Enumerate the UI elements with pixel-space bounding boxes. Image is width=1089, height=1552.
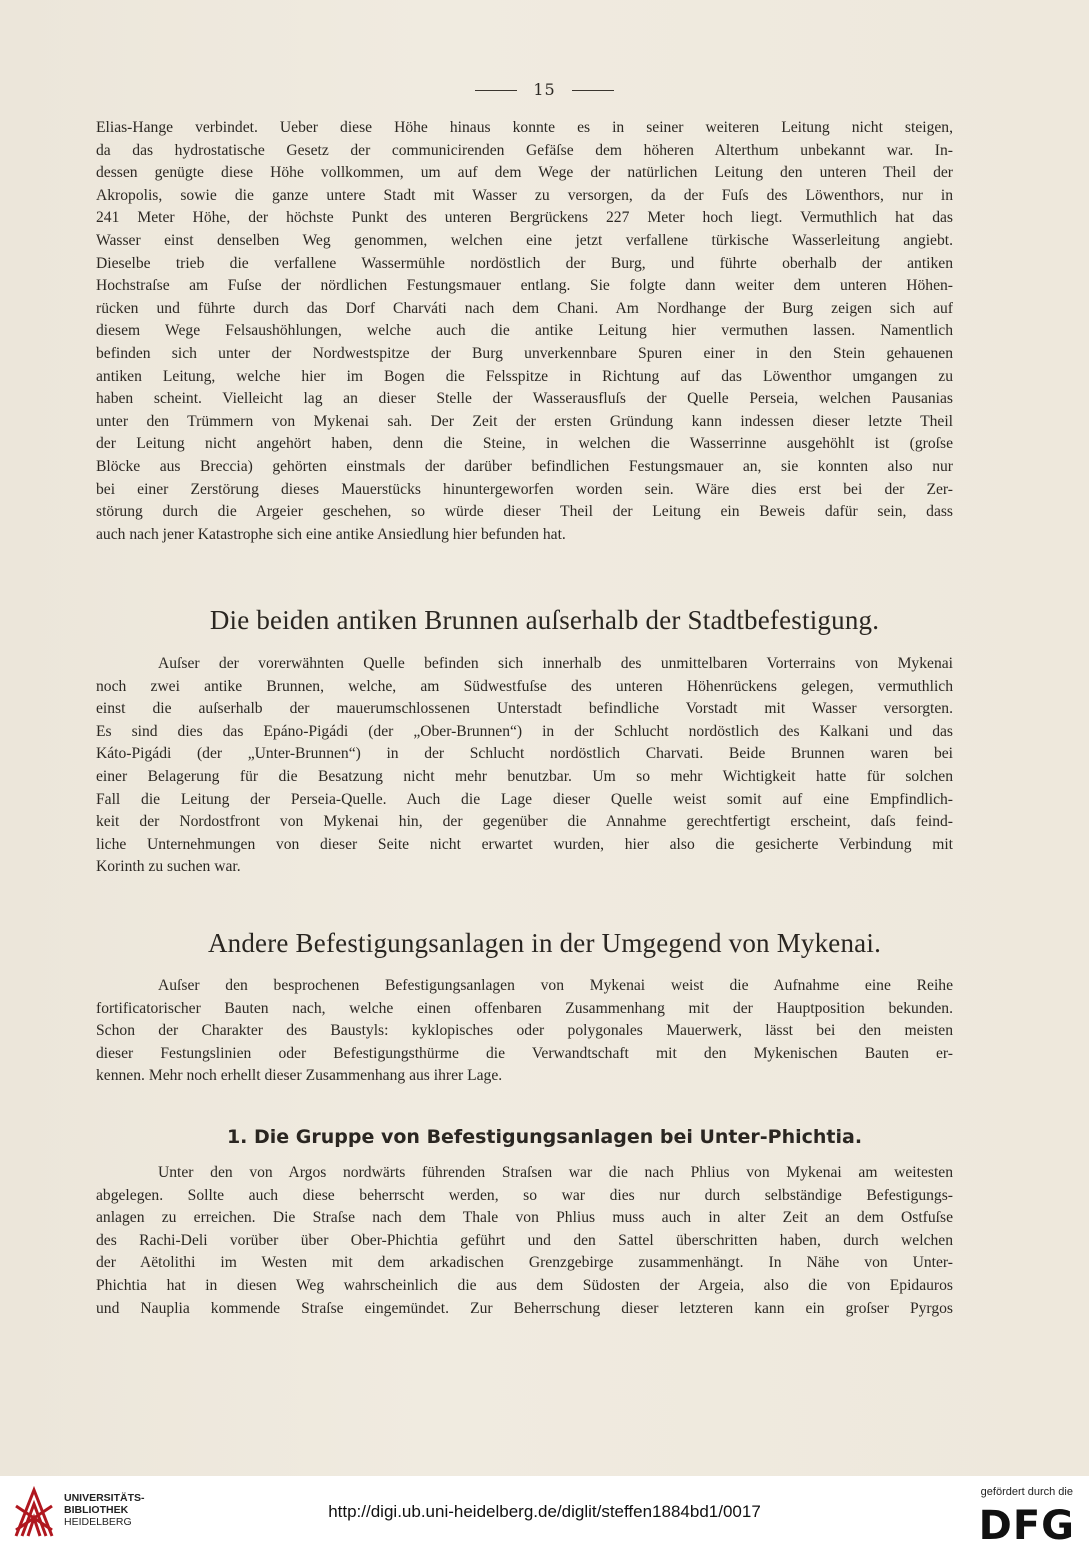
text-line: dieser Festungslinien oder Befestigungsthürme die Verwandtschaft mit den Mykenischen Bauten er- <box>96 1044 953 1062</box>
text-line: einst die auſserhalb der mauerumschlossenen Unterstadt befindliche Vorstadt mit Wasser versorgten. <box>96 700 953 718</box>
page-number <box>0 80 1089 99</box>
text-line: Wasser einst denselben Weg genommen, welchen eine jetzt verfallene türkische Wasserleitung angiebt. <box>96 231 953 249</box>
section-heading-brunnen: Die beiden antiken Brunnen auſserhalb der Stadtbefestigung. <box>209 605 880 635</box>
text-line: diesem Wege Felsaushöhlungen, welche auch die antike Leitung hier vermuthen lassen. Namentlich <box>96 322 953 340</box>
text-line: rücken und führte durch das Dorf Charváti nach dem Chani. Am Nordhange der Burg zeigen sich auf <box>96 299 953 317</box>
text-line: Phichtia hat in diesen Weg wahrscheinlich die aus dem Südosten der Argeia, also die von Epidauros <box>96 1276 953 1294</box>
text-line: 241 Meter Höhe, der höchste Punkt des unteren Bergrückens 227 Meter hoch liegt. Vermuthlich hat das <box>96 209 953 227</box>
library-name-line: HEIDELBERG <box>64 1516 132 1528</box>
text-line: unter den Trümmern von Mykenai sah. Der Zeit der ersten Gründung kann indessen dieser letzte Theil <box>96 412 953 430</box>
text-line: der Leitung nicht angehört haben, denn die Steine, in welchen die Wasserrinne ausgehöhlt ist (groſse <box>96 435 953 453</box>
text-line: Blöcke aus Breccia) gehörten einstmals der darüber befindlichen Festungsmauer an, sie konnten also nur <box>96 457 953 475</box>
text-line: Elias-Hange verbindet. Ueber diese Höhe hinaus konnte es in seiner weiteren Leitung nicht steigen, <box>96 119 953 136</box>
section-heading-befestigungsanlagen: Andere Befestigungsanlagen in der Umgegend von Mykenai. <box>207 928 882 958</box>
text-line: Hochstraſse am Fuſse der nördlichen Festungsmauer entlang. Sie folgte dann weiter dem unteren Höhen- <box>96 277 953 295</box>
text-line: noch zwei antike Brunnen, welche, am Südwestfuſse des unteren Höhenrückens gelegen, vermuthlich <box>96 677 953 695</box>
text-line: Fall die Leitung der Perseia-Quelle. Auch die Lage dieser Quelle weist somit auf eine Empfindlich- <box>96 790 953 808</box>
library-name-line: BIBLIOTHEK <box>64 1504 129 1516</box>
text-line: liche Unternehmungen von dieser Seite nicht erwartet wurden, hier also die gesicherte Verbindung mit <box>96 835 953 853</box>
text-line: Schon der Charakter des Baustyls: kyklopisches oder polygonales Mauerwerk, lässt bei den meisten <box>96 1022 953 1040</box>
text-line: störung durch die Argeier geschehen, so würde dieser Theil der Leitung ein Beweis dafür sein, dass <box>96 503 953 521</box>
text-line: des Rachi-Deli vorüber über Ober-Phichtia geführt und den Sattel überschritten haben, durch welchen <box>96 1231 953 1249</box>
text-line: anlagen zu erreichen. Die Straſse nach dem Thale von Phlius muss auch in alter Zeit an dem Ostfuſse <box>96 1209 953 1227</box>
text-line: Káto-Pigádi (der „Unter-Brunnen“) in der Schlucht nordöstlich Charvati. Beide Brunnen waren bei <box>96 745 953 763</box>
permalink-url[interactable]: http://digi.ub.uni-heidelberg.de/diglit/steffen1884bd1/0017 <box>328 1502 761 1521</box>
text-line: einer Belagerung für die Besatzung nicht mehr benutzbar. Um so mehr Wichtigkeit hatte für solchen <box>96 767 953 785</box>
paragraph-2 <box>96 653 953 879</box>
paragraph-4 <box>96 1162 953 1320</box>
text-line: befinden sich unter der Nordwestspitze der Burg unverkennbare Spuren einer in den Stein gehauenen <box>96 344 953 362</box>
subsection-heading-unter-phichtia: 1. Die Gruppe von Befestigungsanlagen bei Unter-Phichtia. <box>226 1126 863 1148</box>
text-line: Dieselbe trieb die verfallene Wassermühle nordöstlich der Burg, und führte oberhalb der antiken <box>96 254 953 272</box>
text-line: der Aëtolithi im Westen mit dem arkadischen Grenzgebirge zusammenhängt. In Nähe von Unter- <box>96 1254 953 1272</box>
funder-caption: gefördert durch die <box>980 1486 1073 1498</box>
text-line: fortificatorischer Bauten nach, welche einen offenbaren Zusammenhang mit der Hauptposition bekunden. <box>96 999 953 1017</box>
text-line: Auſser der vorerwähnten Quelle befinden sich innerhalb des unmittelbaren Vorterrains von Mykenai <box>158 655 953 672</box>
text-line: haben scheint. Vielleicht lag an dieser Stelle der Wasserausfluſs der Quelle Perseia, welchen Pausanias <box>96 390 953 408</box>
text-line: Korinth zu suchen war. <box>96 858 241 876</box>
text-line: kennen. Mehr noch erhellt dieser Zusammenhang aus ihrer Lage. <box>96 1067 503 1085</box>
text-line: da das hydrostatische Gesetz der communicirenden Gefäſse dem höheren Alterthum unbekannt war. In- <box>96 141 953 159</box>
text-line: antiken Leitung, welche hier im Bogen die Felsspitze in Richtung auf das Löwenthor umgangen zu <box>96 367 953 385</box>
library-name-line: UNIVERSITÄTS- <box>64 1492 145 1504</box>
dfg-logo: DFG <box>978 1503 1075 1549</box>
page-number-text: 15 <box>533 80 556 99</box>
digitization-footer <box>0 1476 1089 1552</box>
paragraph-3 <box>96 975 953 1088</box>
left-rule <box>475 90 517 91</box>
text-line: Auſser den besprochenen Befestigungsanlagen von Mykenai weist die Aufnahme eine Reihe <box>158 977 953 994</box>
text-line: Es sind dies das Epáno-Pigádi (der „Ober-Brunnen“) in der Schlucht nordöstlich des Kalkani und das <box>96 722 953 740</box>
paragraph-1 <box>96 117 953 546</box>
text-line: Unter den von Argos nordwärts führenden Straſsen war die nach Phlius von Mykenai am weitesten <box>158 1164 953 1181</box>
text-line: dessen genügte diese Höhe vollkommen, um auf dem Wege der natürlichen Leitung den unteren Theil der <box>96 164 953 182</box>
text-line: abgelegen. Sollte auch diese beherrscht werden, so war dies nur durch selbständige Befestigungs- <box>96 1186 953 1204</box>
right-rule <box>572 90 614 91</box>
text-line: auch nach jener Katastrophe sich eine antike Ansiedlung hier befunden hat. <box>96 525 566 543</box>
text-line: Akropolis, sowie die ganze untere Stadt mit Wasser zu versorgen, da der Fuſs des Löwenthors, nur in <box>96 186 953 204</box>
text-line: und Nauplia kommende Straſse eingemündet. Zur Beherrschung dieser letzteren kann ein groſser Pyrgos <box>96 1299 953 1317</box>
text-line: bei einer Zerstörung dieses Mauerstücks hinuntergeworfen worden sein. Wäre dies erst bei der Zer- <box>96 480 953 498</box>
text-line: keit der Nordostfront von Mykenai hin, der gegenüber die Annahme gerechtfertigt erscheint, daſs feind- <box>96 813 953 831</box>
